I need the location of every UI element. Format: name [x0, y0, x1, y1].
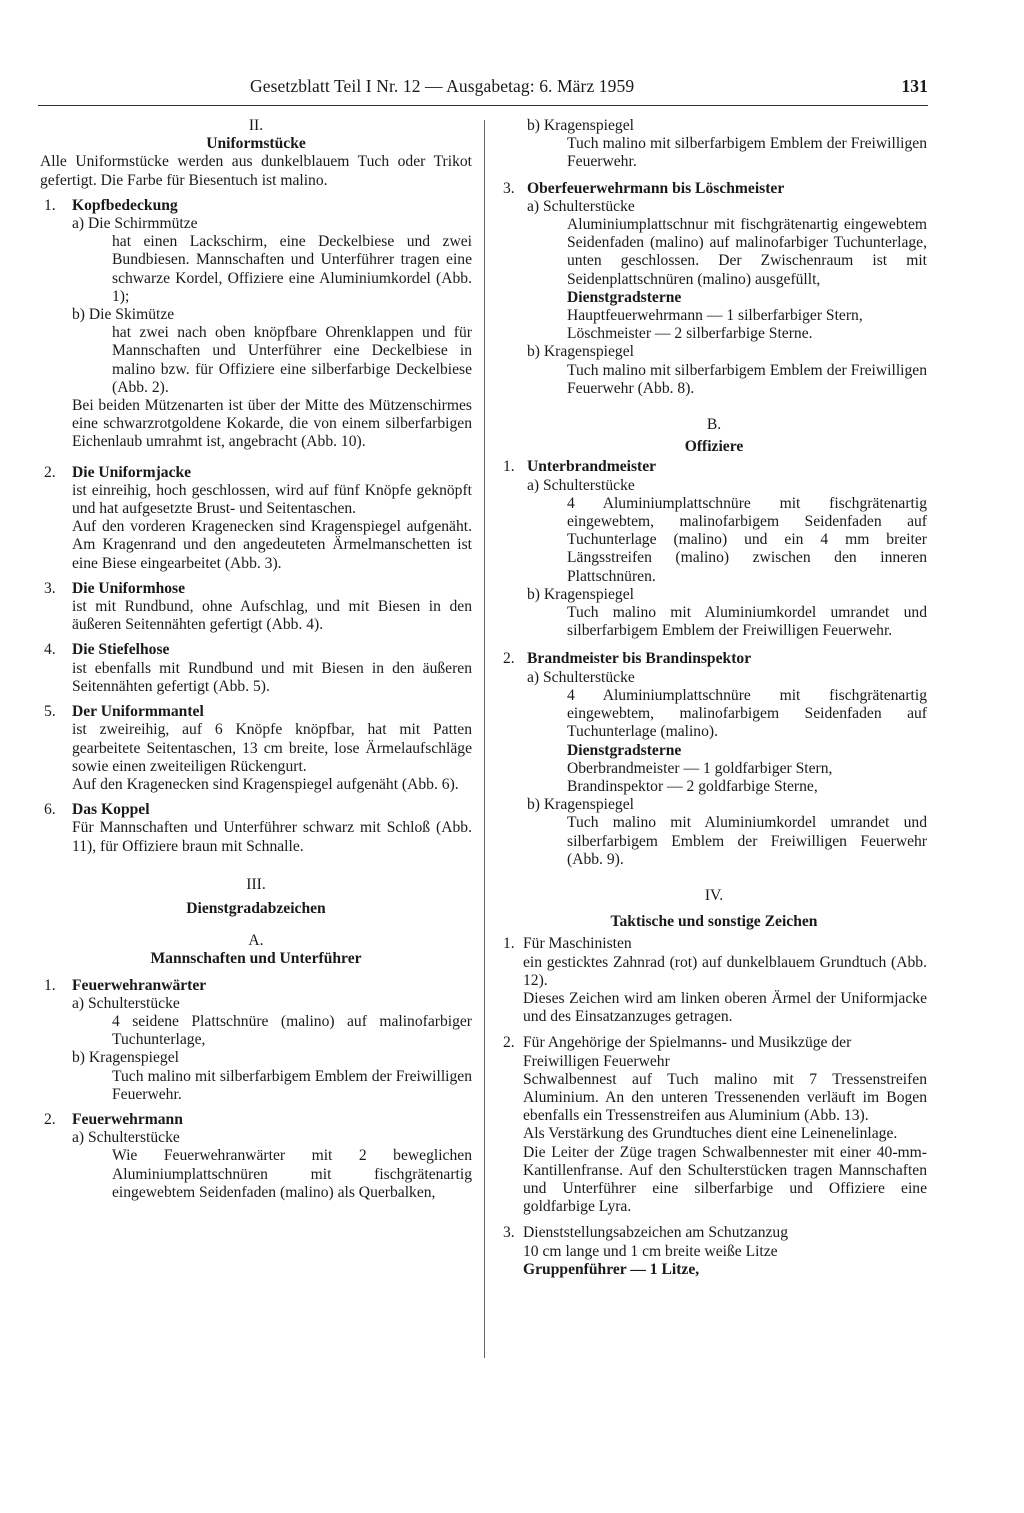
item-feuerwehranwaerter: [40, 977, 472, 1104]
item-feuerwehrmann: [40, 1111, 472, 1202]
item-oberfeuerwehrmann: [501, 180, 927, 398]
item-text: ein gesticktes Zahnrad (rot) auf dunkelblauem Grundtuch (Abb. 12).: [523, 953, 927, 989]
item-spielmannszuege: [501, 1034, 927, 1216]
item-number: 4.: [44, 641, 56, 659]
subitem-label: a) Schulterstücke: [72, 1129, 180, 1147]
subitem-text: hat zwei nach oben knöpfbare Ohrenklappen und für Mannschaften und Unterführer eine Deckelbiese in malino bzw. für Offiziere eine silberfarbige Deckelbiese (Abb. 2).: [112, 324, 472, 396]
running-title: Gesetzblatt Teil I Nr. 12 — Ausgabetag: 6. März 1959: [250, 76, 635, 96]
section-number: II.: [248, 117, 264, 134]
item-heading: Kopfbedeckung: [72, 196, 178, 214]
item-maschinisten: [501, 935, 927, 1026]
subitem-text: 4 Aluminiumplattschnüre mit fischgrätenartig eingewebtem, malinofarbigem Seidenfaden auf Tuchunterlage (malino).: [567, 686, 927, 741]
item-number: 6.: [44, 801, 56, 819]
item-text: Die Leiter der Züge tragen Schwalbennester mit einer 40-mm-Kantillenfranse. Auf den Schulterstücken tragen Mannschaften und Unterführer eine silberfarbige und Offiziere eine goldfarbige Lyra.: [523, 1143, 927, 1216]
subitem-label: a) Schulterstücke: [527, 668, 635, 686]
item-heading: Die Uniformhose: [72, 579, 186, 597]
item-heading: Für Angehörige der Spielmanns- und Musikzüge der Freiwilligen Feuerwehr: [523, 1034, 852, 1070]
rank-star-line: Hauptfeuerwehrmann — 1 silberfarbiger Stern,: [567, 307, 863, 325]
item-heading: Der Uniformmantel: [72, 703, 204, 721]
item-number: 2.: [503, 1034, 515, 1052]
subsection-title: Offiziere: [684, 438, 744, 456]
item-heading: Feuerwehrmann: [72, 1110, 183, 1128]
item-text: 10 cm lange und 1 cm breite weiße Litze: [523, 1242, 778, 1260]
subsection-number: A.: [248, 932, 264, 950]
page-number: 131: [901, 76, 928, 96]
item-text: ist mit Rundbund, ohne Aufschlag, und mit Biesen in den äußeren Seitennähten gefertigt (Abb. 4).: [72, 598, 472, 634]
subitem-text: Tuch malino mit silberfarbigem Emblem der Freiwilligen Feuerwehr.: [567, 135, 927, 171]
subitem-label: b) Kragenspiegel: [527, 117, 634, 134]
item-heading: Unterbrandmeister: [527, 458, 657, 476]
subsection-title: Mannschaften und Unterführer: [150, 950, 362, 968]
item-heading: Brandmeister bis Brandinspektor: [527, 650, 752, 668]
item-dienststellungsabzeichen: [501, 1224, 927, 1279]
rank-star-line: Löschmeister — 2 silberfarbige Sterne.: [567, 325, 813, 343]
rank-star-line: Brandinspektor — 2 goldfarbige Sterne,: [567, 777, 818, 795]
item-heading: Dienststellungsabzeichen am Schutzanzug: [523, 1224, 789, 1242]
section-title: Taktische und sonstige Zeichen: [610, 913, 818, 931]
subitem-label: b) Kragenspiegel: [527, 343, 634, 361]
section-number: IV.: [704, 886, 724, 904]
subitem-label: b) Kragenspiegel: [72, 1049, 179, 1067]
item-uniformmantel: [40, 703, 472, 794]
section-title: Uniformstücke: [206, 135, 306, 153]
subitem-label: a) Schulterstücke: [72, 994, 180, 1012]
item-text: Als Verstärkung des Grundtuches dient eine Leinenelinlage.: [523, 1125, 898, 1143]
rank-star-line: Oberbrandmeister — 1 goldfarbiger Stern,: [567, 759, 833, 777]
item-number: 1.: [503, 935, 515, 953]
page-header: [38, 76, 928, 102]
subitem-text: 4 Aluminiumplattschnüre mit fischgrätenartig eingewebtem, malinofarbigem Seidenfaden auf Tuchunterlage (malino) und ein 4 mm breiter Längsstreifen (malino) zwischen den inneren Plattschnüren.: [567, 494, 927, 585]
section-number: III.: [246, 875, 266, 893]
header-rule: [38, 105, 928, 106]
item-text: ist zweireihig, auf 6 Knöpfe knöpfbar, hat mit Patten gearbeitete Seitentaschen, 13 cm breite, lose Ärmelaufschläge sowie einen zweiteiligen Rückengurt.: [72, 721, 472, 775]
subitem-label: a) Die Schirmmütze: [72, 215, 198, 233]
item-text: Auf den vorderen Kragenecken sind Kragenspiegel aufgenäht. Am Kragenrand und den angedeuteten Ärmelmanschetten ist eine Biese eingearbeitet (Abb. 3).: [72, 518, 472, 572]
item-note: Bei beiden Mützenarten ist über der Mitte des Mützenschirmes eine schwarzrotgoldene Kokarde, die von einem silberfarbigen Eichenlaub umrahmt ist, angebracht (Abb. 10).: [72, 397, 472, 451]
item-stiefelhose: [40, 641, 472, 696]
right-column: [501, 117, 927, 1279]
item-text: Gruppenführer — 1 Litze,: [523, 1260, 700, 1278]
item-text: ist ebenfalls mit Rundbund und mit Biesen in den äußeren Seitennähten gefertigt (Abb. 5).: [72, 659, 472, 695]
item-number: 3.: [44, 579, 56, 597]
subitem-text: Aluminiumplattschnur mit fischgrätenartig eingewebtem Seidenfaden (malino) auf malinofarbiger Tuchunterlage, unten geschlossen. Der Zwischenraum ist mit Seidenplattschnüren (malino) ausgefüllt,: [567, 216, 927, 288]
item-heading: Für Maschinisten: [523, 935, 632, 953]
item-text: Dieses Zeichen wird am linken oberen Ärmel der Uniformjacke und des Einsatzanzuges getragen.: [523, 989, 927, 1026]
item-text: ist einreihig, hoch geschlossen, wird auf fünf Knöpfe geknöpft und hat aufgesetzte Brust- und Seitentaschen.: [72, 481, 472, 518]
item-heading: Die Stiefelhose: [72, 641, 170, 659]
item-koppel: [40, 801, 472, 856]
item-heading: Das Koppel: [72, 801, 150, 819]
item-number: 1.: [503, 458, 515, 476]
subitem-text: Tuch malino mit silberfarbigem Emblem der Freiwilligen Feuerwehr.: [112, 1067, 472, 1103]
subitem-text: Wie Feuerwehranwärter mit 2 beweglichen Aluminiumplattschnüren mit fischgrätenartig eingewebtem Seidenfaden (malino) als Querbalken,: [112, 1147, 472, 1201]
item-text: Auf den Kragenecken sind Kragenspiegel aufgenäht (Abb. 6).: [72, 775, 459, 793]
item-number: 1.: [44, 196, 56, 214]
section-intro: Alle Uniformstücke werden aus dunkelblauem Tuch oder Trikot gefertigt. Die Farbe für Biesentuch ist malino.: [40, 153, 472, 189]
subitem-label: b) Die Skimütze: [72, 306, 175, 324]
item-heading: Oberfeuerwehrmann bis Löschmeister: [527, 179, 785, 197]
subitem-text: Tuch malino mit Aluminiumkordel umrandet und silberfarbigem Emblem der Freiwilligen Feuerwehr.: [567, 604, 927, 640]
subitem-label: a) Schulterstücke: [527, 197, 635, 215]
rank-stars-heading: Dienstgradsterne: [567, 741, 682, 759]
column-divider: [484, 120, 485, 1358]
item-heading: Die Uniformjacke: [72, 463, 192, 481]
subitem-text: Tuch malino mit Aluminiumkordel umrandet und silberfarbigem Emblem der Freiwilligen Feuerwehr (Abb. 9).: [567, 814, 927, 868]
subitem-label: b) Kragenspiegel: [527, 585, 634, 603]
item-number: 1.: [44, 976, 56, 994]
item-uniformhose: [40, 580, 472, 635]
item-number: 2.: [503, 650, 515, 668]
subitem-text: 4 seidene Plattschnüre (malino) auf malinofarbiger Tuchunterlage,: [112, 1012, 472, 1049]
item-text: Für Mannschaften und Unterführer schwarz mit Schloß (Abb. 11), für Offiziere braun mit Schnalle.: [72, 819, 472, 855]
item-heading: Feuerwehranwärter: [72, 976, 207, 994]
subitem-text: hat einen Lackschirm, eine Deckelbiese und zwei Bundbiesen. Mannschaften und Unterführer tragen eine schwarze Kordel, Offiziere eine Aluminiumkordel (Abb. 1);: [112, 233, 472, 305]
item-text: Schwalbennest auf Tuch malino mit 7 Tressenstreifen Aluminium. An den unteren Tressenenden verläuft im Bogen ebenfalls ein Tressenstreifen aus Aluminium (Abb. 13).: [523, 1070, 927, 1125]
left-column: [40, 117, 472, 1202]
item-number: 3.: [503, 179, 515, 197]
item-kopfbedeckung: [40, 197, 472, 452]
rank-stars-heading: Dienstgradsterne: [567, 288, 682, 306]
item-uniformjacke: [40, 464, 472, 573]
item-number: 3.: [503, 1224, 515, 1242]
item-number: 2.: [44, 463, 56, 481]
item-brandmeister: [501, 650, 927, 868]
item-number: 2.: [44, 1110, 56, 1128]
section-title: Dienstgradabzeichen: [186, 899, 326, 917]
item-number: 5.: [44, 703, 56, 721]
subitem-label: a) Schulterstücke: [527, 476, 635, 494]
item-unterbrandmeister: [501, 458, 927, 640]
subitem-label: b) Kragenspiegel: [527, 796, 634, 814]
subitem-text: Tuch malino mit silberfarbigem Emblem der Freiwilligen Feuerwehr (Abb. 8).: [567, 361, 927, 397]
subsection-number: B.: [706, 416, 722, 434]
